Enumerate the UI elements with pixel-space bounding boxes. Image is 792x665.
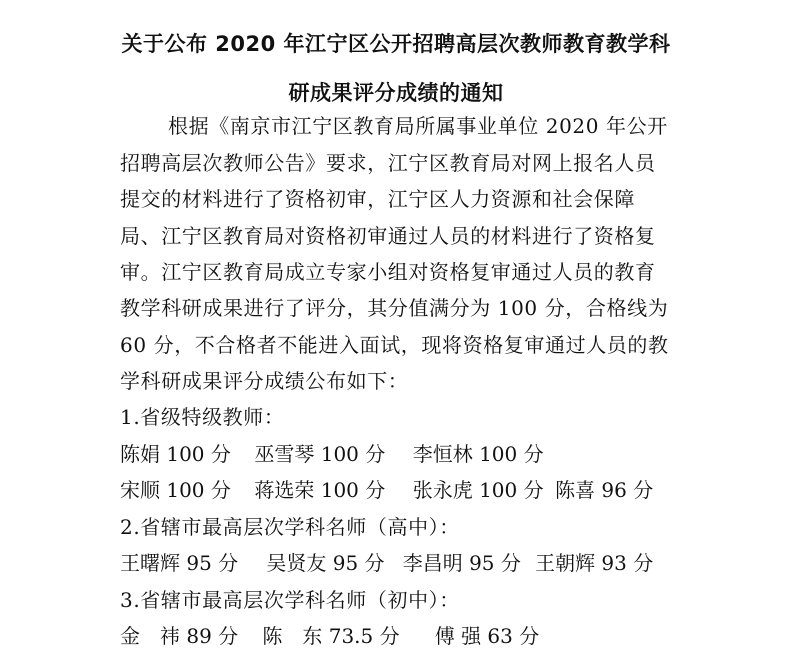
score-row [120, 438, 544, 467]
score-entry: 李昌明 95 分 [402, 551, 521, 575]
body-line: 教学科研成果进行了评分，其分值满分为 100 分，合格线为 [120, 296, 669, 320]
score-entry: 陈娟 100 分 [120, 442, 231, 466]
body-line: 提交的材料进行了资格初审，江宁区人力资源和社会保障 [120, 187, 635, 211]
section-heading-senior-high-teacher: 2.省辖市最高层次学科名师（高中）： [120, 515, 460, 539]
score-entry: 傅 强 63 分 [434, 624, 540, 648]
score-entry: 金 祎 89 分 [120, 624, 239, 648]
section-heading-junior-high-teacher: 3.省辖市最高层次学科名师（初中）： [120, 588, 460, 612]
score-entry: 李恒林 100 分 [412, 442, 544, 466]
score-entry: 吴贤友 95 分 [266, 551, 385, 575]
body-line: 招聘高层次教师公告》要求，江宁区教育局对网上报名人员 [120, 151, 656, 175]
body-line: 局、江宁区教育局对资格初审通过人员的材料进行了资格复 [120, 224, 656, 248]
score-entry: 陈喜 96 分 [555, 478, 654, 502]
section-heading-provincial-special-teacher: 1.省级特级教师： [120, 405, 285, 429]
score-entry: 王朝辉 93 分 [535, 551, 654, 575]
body-line: 学科研成果评分成绩公布如下： [120, 369, 409, 393]
body-line: 根据《南京市江宁区教育局所属事业单位 2020 年公开 [168, 114, 668, 138]
body-line: 审。江宁区教育局成立专家小组对资格复审通过人员的教育 [120, 260, 656, 284]
score-row [120, 547, 653, 576]
score-entry: 宋顺 100 分 [120, 478, 231, 502]
score-entry: 王曙辉 95 分 [120, 551, 239, 575]
notice-title-line-2: 研成果评分成绩的通知 [288, 81, 504, 105]
score-entry: 蒋选荣 100 分 [254, 478, 386, 502]
score-entry: 陈 东 73.5 分 [262, 624, 400, 648]
score-row [120, 474, 653, 503]
score-row [120, 620, 539, 649]
body-line: 60 分，不合格者不能进入面试，现将资格复审通过人员的教 [120, 333, 669, 357]
score-entry: 张永虎 100 分 [412, 478, 544, 502]
notice-title-line-1: 关于公布 2020 年江宁区公开招聘高层次教师教育教学科 [121, 32, 671, 56]
score-entry: 巫雪琴 100 分 [254, 442, 386, 466]
